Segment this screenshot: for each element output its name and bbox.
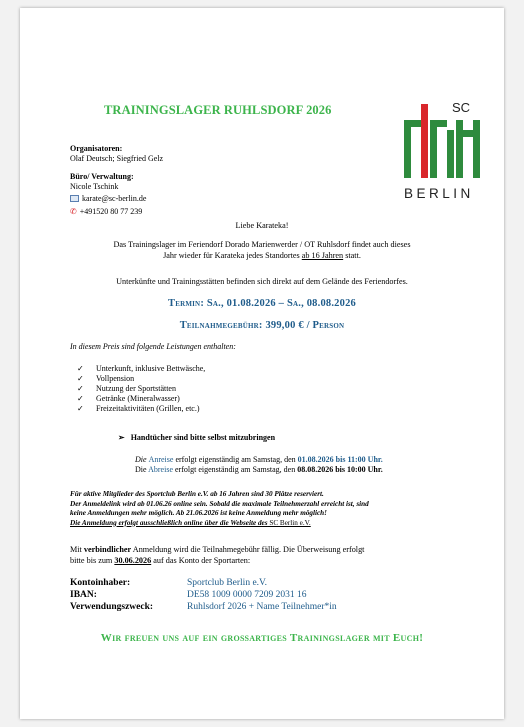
fee-line: Teilnahmegebühr: 399,00 € / Person xyxy=(179,320,345,331)
table-row: Kontoinhaber: Sportclub Berlin e.V. xyxy=(70,578,268,588)
bring-towels-text: Handtücher sind bitte selbst mitzubringen xyxy=(130,433,276,442)
registration-notes xyxy=(70,490,369,528)
arrow-icon: ➢ xyxy=(118,433,125,442)
office-email-row xyxy=(70,194,146,203)
intro-line-2-post: statt. xyxy=(343,251,361,260)
departure-date: 08.08.2026 bis 10:00 Uhr. xyxy=(297,465,383,474)
payment-line-2: bitte bis zum 30.06.2026 auf das Konto der Sportarten: xyxy=(70,556,251,565)
intro-line-2 xyxy=(60,250,464,261)
notes-line-2: Der Anmeldelink wird ab 01.06.26 online sein. Sobald die maximale Teilnehmerzahl erreicht ist, sind xyxy=(70,499,369,508)
logo-berlin-text: BERLIN xyxy=(404,186,474,201)
organizers-label: Organisatoren: xyxy=(70,144,123,153)
document-title: TRAININGSLAGER RUHLSDORF 2026 xyxy=(104,103,332,117)
intro-paragraph xyxy=(60,239,464,261)
document-page xyxy=(20,8,504,719)
departure-word: Abreise xyxy=(148,465,173,474)
sc-berlin-logo xyxy=(400,94,486,214)
notes-line-1: Für aktive Mitglieder des Sportclub Berlin e.V. ab 16 Jahren sind 30 Plätze reserviert. xyxy=(70,490,324,498)
notes-club-link[interactable]: SC Berlin e.V. xyxy=(267,518,311,527)
notes-line-4: Die Anmeldung erfolgt ausschließlich online über die Webseite des SC Berlin e.V. xyxy=(70,518,311,527)
list-item: ✓ Getränke (Mineralwasser) xyxy=(77,394,180,403)
termin-line: Termin: Sa., 01.08.2026 – Sa., 08.08.2026 xyxy=(168,298,356,309)
departure-line: Die Abreise erfolgt eigenständig am Samstag, den 08.08.2026 bis 10:00 Uhr. xyxy=(135,465,383,474)
logo-sc-text: SC xyxy=(452,100,471,115)
payment-paragraph xyxy=(70,544,364,566)
list-item: ✓ Nutzung der Sportstätten xyxy=(77,384,176,393)
check-icon: ✓ xyxy=(77,374,84,383)
closing-line: Wir freuen uns auf ein großartiges Trainingslager mit Euch! xyxy=(100,632,424,644)
list-item: ✓ Freizeitaktivitäten (Grillen, etc.) xyxy=(77,404,200,413)
payment-deadline: 30.06.2026 xyxy=(114,556,152,565)
list-item: ✓ Vollpension xyxy=(77,374,135,383)
check-icon: ✓ xyxy=(77,364,84,373)
arrival-word: Anreise xyxy=(148,455,174,464)
check-icon: ✓ xyxy=(77,394,84,403)
intro-line-1: Das Trainingslager im Feriendorf Dorado Marienwerder / OT Ruhlsdorf findet auch dieses xyxy=(113,240,411,249)
payment-line-1: Mit verbindlicher Anmeldung wird die Teilnahmegebühr fällig. Die Überweisung erfolgt xyxy=(70,545,365,554)
office-phone[interactable]: +491520 80 77 239 xyxy=(79,207,143,216)
included-list xyxy=(70,364,370,414)
office-name: Nicole Tschink xyxy=(70,182,119,191)
intro-line-2-pre: Jahr wieder für Karateka jedes Standortes xyxy=(163,251,302,260)
check-icon: ✓ xyxy=(77,384,84,393)
phone-icon: ✆ xyxy=(70,207,77,216)
office-phone-row xyxy=(70,207,142,216)
logo-graphic xyxy=(400,94,486,214)
bring-towels-note xyxy=(118,433,275,442)
intro-age-underline: ab 16 Jahren xyxy=(301,251,344,260)
table-row: Verwendungszweck: Ruhlsdorf 2026 + Name Teilnehmer*in xyxy=(70,602,337,612)
accommodation-text: Unterkünfte und Trainingsstätten befinden sich direkt auf dem Gelände des Feriendorfes. xyxy=(116,277,408,286)
arrival-date: 01.08.2026 bis 11:00 Uhr. xyxy=(297,455,383,464)
greeting: Liebe Karateka! xyxy=(235,221,289,230)
organizers-names: Olaf Deutsch; Siegfried Gelz xyxy=(70,154,164,163)
office-email[interactable]: karate@sc-berlin.de xyxy=(82,194,147,203)
list-item: ✓ Unterkunft, inklusive Bettwäsche, xyxy=(77,364,206,373)
arrival-line: Die Anreise erfolgt eigenständig am Samstag, den 01.08.2026 bis 11:00 Uhr. xyxy=(135,455,383,464)
mail-icon xyxy=(70,195,79,202)
office-label: Büro/ Verwaltung: xyxy=(70,172,134,181)
table-row: IBAN: DE58 1009 0000 7209 2031 16 xyxy=(70,590,307,600)
included-intro: In diesem Preis sind folgende Leistungen enthalten: xyxy=(70,342,236,351)
notes-line-3: keine Anmeldungen mehr möglich. Ab 21.06.2026 ist keine Anmeldung mehr möglich! xyxy=(70,509,327,517)
check-icon: ✓ xyxy=(77,404,84,413)
bank-details xyxy=(70,577,337,613)
